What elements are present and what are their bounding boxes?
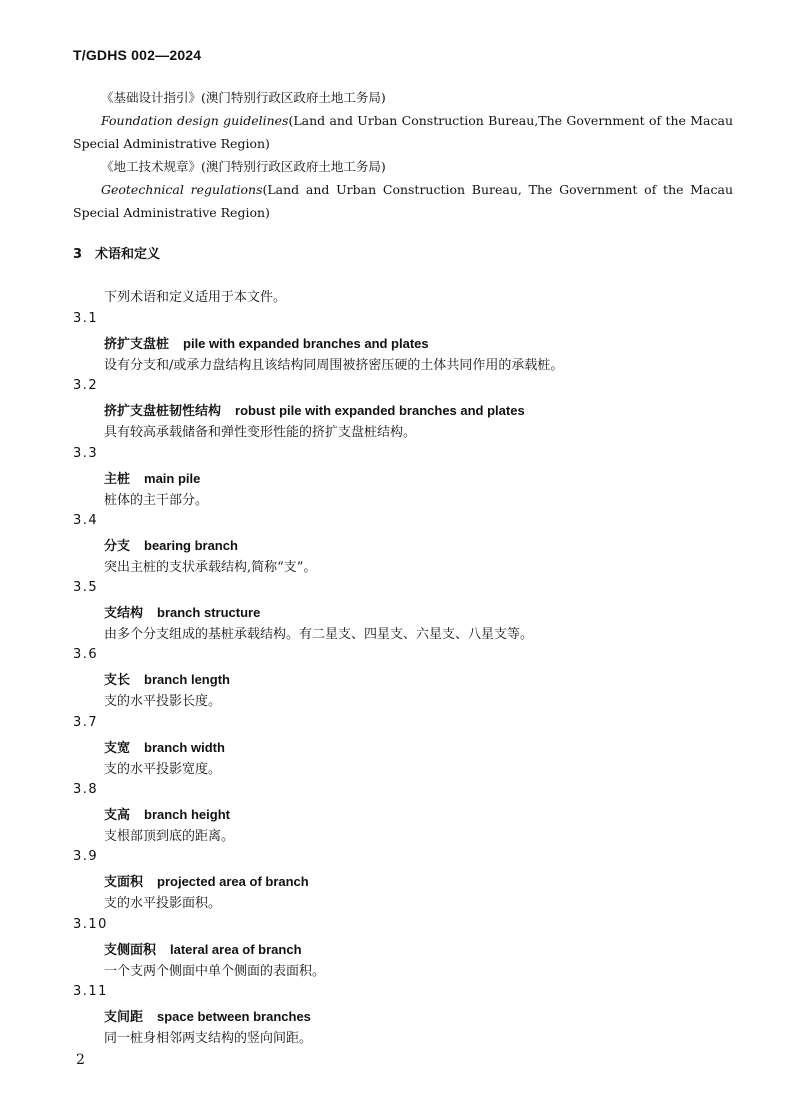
document-code: T/GDHS 002—2024 [73,47,202,63]
term-number: 3.9 [73,849,99,865]
term-number: 3.6 [73,647,99,663]
term-name [104,804,230,823]
term-name-en: branch height [144,807,230,823]
term-definition: 由多个分支组成的基桩承载结构。有二星支、四星支、六星支、八星支等。 [104,627,534,643]
term-number: 3.10 [73,916,108,932]
term-name-cn: 挤扩支盘桩韧性结构 [104,404,222,420]
term-name-cn: 支结构 [104,606,144,622]
term-name-cn: 分支 [104,538,131,554]
term-name-cn: 挤扩支盘桩 [104,337,170,352]
term-name-cn: 支面积 [104,875,144,891]
reference-en-entry [73,178,733,224]
term-name [104,468,200,487]
term-name [104,669,230,688]
term-entry [73,511,733,578]
term-definition: 支的水平投影宽度。 [104,761,222,777]
term-number: 3.1 [73,311,99,326]
reference-en-title: Foundation design guidelines [101,113,289,128]
page-number: 2 [76,1052,85,1068]
term-name-en: pile with expanded branches and plates [183,336,429,351]
term-entry [73,645,733,712]
term-name-en: branch width [144,739,225,755]
term-list [73,309,733,1049]
term-name-en: robust pile with expanded branches and plates [235,403,525,419]
term-number: 3.3 [73,445,99,461]
term-entry [73,376,733,443]
term-name [104,1006,311,1025]
term-number: 3.2 [73,378,99,394]
term-number: 3.11 [73,983,108,999]
reference-en-title: Geotechnical regulations [101,182,263,197]
term-name [104,737,225,756]
reference-list [73,86,733,224]
reference-cn-title: 《基础设计指引》(澳门特别行政区政府土地工务局) [101,90,386,105]
term-definition: 支的水平投影长度。 [104,694,222,710]
term-number: 3.4 [73,512,99,528]
term-entry [73,982,733,1049]
term-name-cn: 支间距 [104,1009,144,1025]
section-intro: 下列术语和定义适用于本文件。 [104,290,287,305]
term-definition: 突出主桩的支状承载结构,简称“支”。 [104,559,317,575]
section-heading [73,243,160,262]
term-definition: 具有较高承载储备和弹性变形性能的挤扩支盘桩结构。 [104,425,417,441]
term-name-en: projected area of branch [157,874,309,890]
term-entry [73,309,733,376]
term-name-en: branch length [144,672,230,688]
term-name-en: branch structure [157,605,261,621]
reference-en-entry [73,109,733,155]
term-name [104,939,302,958]
term-definition: 支根部顶到底的距离。 [104,829,235,845]
term-name [104,602,260,621]
term-definition: 支的水平投影面积。 [104,896,222,912]
term-number: 3.7 [73,714,99,730]
term-entry [73,578,733,645]
term-definition: 设有分支和/或承力盘结构且该结构同周围被挤密压硬的土体共同作用的承载桩。 [104,358,564,373]
term-definition: 同一桩身相邻两支结构的竖向间距。 [104,1030,313,1046]
term-entry [73,444,733,511]
term-name-en: main pile [144,470,201,486]
term-number: 3.8 [73,782,99,798]
term-name-cn: 支宽 [104,740,131,756]
term-number: 3.5 [73,580,99,596]
term-name [104,871,309,890]
term-entry [73,780,733,847]
section-title: 术语和定义 [95,247,161,262]
reference-cn-title: 《地工技术规章》(澳门特别行政区政府土地工务局) [101,159,386,174]
term-name-cn: 支侧面积 [104,942,157,958]
section-number: 3 [73,247,83,262]
reference-en-publisher: (Land and Urban Construction Bureau,The Government of the Macau Special Administrative Region) [73,113,733,151]
term-name-cn: 主桩 [104,471,131,487]
term-name-en: lateral area of branch [170,941,302,957]
term-name [104,333,429,352]
term-definition: 桩体的主干部分。 [104,492,209,508]
term-name [104,400,525,419]
term-name-cn: 支高 [104,808,131,824]
term-entry [73,847,733,914]
term-definition: 一个支两个侧面中单个侧面的表面积。 [104,963,326,979]
term-entry [73,915,733,982]
term-name-en: space between branches [157,1008,311,1024]
reference-en-publisher: (Land and Urban Construction Bureau, The Government of the Macau Special Administrative Region) [73,182,733,220]
term-name [104,535,238,554]
term-entry [73,713,733,780]
term-name-cn: 支长 [104,673,131,689]
term-name-en: bearing branch [144,537,238,553]
